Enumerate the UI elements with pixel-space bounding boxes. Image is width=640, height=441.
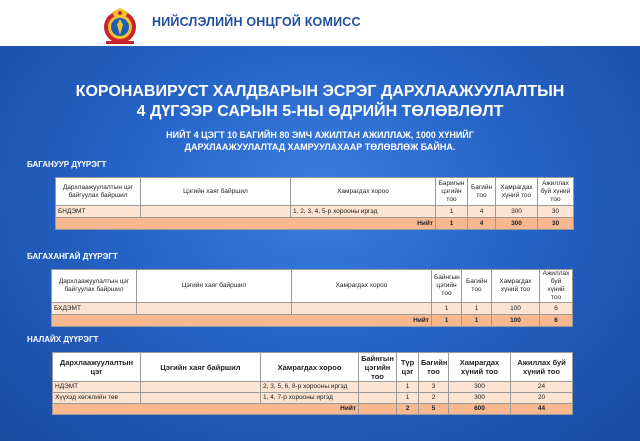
table-cell (137, 303, 292, 315)
table-row (56, 206, 574, 218)
table-cell: 1 (432, 315, 462, 327)
table-cell: БНДЭМТ (56, 206, 141, 218)
table-cell: 30 (538, 218, 574, 230)
table-cell (292, 303, 432, 315)
column-header: Дархлаажуулалтын цэг байгуулах байршил (52, 270, 137, 303)
column-header: Хамрагдах хүний тоо (449, 353, 511, 382)
column-header: Багийн тоо (462, 270, 492, 303)
table-cell: 600 (449, 404, 511, 415)
table-cell: 44 (511, 404, 573, 415)
table-cell: 2 (419, 393, 449, 404)
table-cell (359, 382, 397, 393)
table-cell: 1 (436, 206, 468, 218)
table-row (53, 382, 573, 393)
table-cell: 3 (419, 382, 449, 393)
district-heading-baganuur: БАГАНУУР ДҮҮРЭГТ (27, 160, 107, 169)
header-bar (0, 0, 640, 46)
table-cell (141, 206, 291, 218)
table-cell: 1 (397, 382, 419, 393)
table-cell: 1 (432, 303, 462, 315)
table-cell: 300 (449, 382, 511, 393)
table-cell: 300 (496, 206, 538, 218)
table-header-row (53, 353, 573, 382)
column-header: Хамрагдах хүний тоо (492, 270, 540, 303)
table-row (52, 303, 573, 315)
total-label: Нийт (53, 404, 359, 415)
column-header: Цэгийн хаяг байршил (141, 353, 261, 382)
column-header: Ажиллах буй хүний тоо (540, 270, 573, 303)
column-header: Дархлаажуулалтын цэг (53, 353, 141, 382)
table-header-row (52, 270, 573, 303)
table-total-row (52, 315, 573, 327)
column-header: Дархлаажуулалтын цэг байгуулах байршил (56, 178, 141, 206)
table-cell: 2, 3, 5, 6, 8-р хорооны иргэд (261, 382, 359, 393)
slide-body (0, 46, 640, 441)
table-total-row (56, 218, 574, 230)
column-header: Цэгийн хаяг байршил (141, 178, 291, 206)
column-header: Хамрагдах хороо (261, 353, 359, 382)
column-header: Түр цэг (397, 353, 419, 382)
table-cell: 2 (397, 404, 419, 415)
table-cell (359, 393, 397, 404)
table-cell: 6 (540, 315, 573, 327)
table-cell: 6 (540, 303, 573, 315)
table-cell: 1, 2, 3, 4, 5-р хорооны иргэд (291, 206, 436, 218)
table-cell: БХДЭМТ (52, 303, 137, 315)
subtitle-line-2: ДАРХЛААЖУУЛАЛТАД ХАМРУУЛАХААР ТӨЛӨВЛӨЖ БАЙНА. (184, 142, 456, 152)
table-cell: 4 (468, 218, 496, 230)
column-header: Багийн тоо (419, 353, 449, 382)
column-header: Хамрагдах хороо (292, 270, 432, 303)
plan-table-nalaikh (52, 352, 573, 415)
district-heading-bagakhangai: БАГАХАНГАЙ ДҮҮРЭГТ (27, 252, 118, 261)
table-cell: 1 (462, 315, 492, 327)
title-line-1: КОРОНАВИРУСТ ХАЛДВАРЫН ЭСРЭГ ДАРХЛААЖУУЛАЛТЫН (75, 83, 565, 100)
table-cell: 300 (496, 218, 538, 230)
plan-table-bagakhangai (51, 269, 573, 327)
column-header: Цэгийн хаяг байршил (137, 270, 292, 303)
org-name: НИЙСЛЭЛИЙН ОНЦГОЙ КОМИСС (152, 15, 361, 29)
table-cell: 300 (449, 393, 511, 404)
column-header: Байнгын цэгийн тоо (432, 270, 462, 303)
column-header: Ажиллах буй хүний тоо (511, 353, 573, 382)
table-cell: Хүүхэд хөгжлийн төв (53, 393, 141, 404)
column-header: Баригын цэгийн тоо (436, 178, 468, 206)
table-header-row (56, 178, 574, 206)
title-line-2: 4 ДҮГЭЭР САРЫН 5-НЫ ӨДРИЙН ТӨЛӨВЛӨЛТ (136, 103, 504, 120)
table-cell: НДЭМТ (53, 382, 141, 393)
table-cell: 100 (492, 303, 540, 315)
table-cell: 1 (436, 218, 468, 230)
soyombo-emblem-icon (100, 6, 140, 46)
table-cell: 5 (419, 404, 449, 415)
table-cell (141, 393, 261, 404)
table-cell: 1, 4, 7-р хорооны иргэд (261, 393, 359, 404)
table-total-row (53, 404, 573, 415)
column-header: Ажиллах буй хүний тоо (538, 178, 574, 206)
column-header: Хамрагдах хүний тоо (496, 178, 538, 206)
district-heading-nalaikh: НАЛАЙХ ДҮҮРЭГТ (27, 335, 99, 344)
table-cell: 100 (492, 315, 540, 327)
plan-table-baganuur (55, 177, 574, 230)
column-header: Байнгын цэгийн тоо (359, 353, 397, 382)
table-cell: 30 (538, 206, 574, 218)
table-cell: 1 (462, 303, 492, 315)
table-cell: 4 (468, 206, 496, 218)
total-label: Нийт (56, 218, 436, 230)
table-cell: 24 (511, 382, 573, 393)
page-subtitle (0, 129, 640, 153)
subtitle-line-1: НИЙТ 4 ЦЭГТ 10 БАГИЙН 80 ЭМЧ АЖИЛТАН АЖИЛЛАЖ, 1000 ХҮНИЙГ (166, 130, 474, 140)
total-label: Нийт (52, 315, 432, 327)
table-cell (141, 382, 261, 393)
column-header: Багийн тоо (468, 178, 496, 206)
table-cell: 20 (511, 393, 573, 404)
table-row (53, 393, 573, 404)
table-cell: 1 (397, 393, 419, 404)
table-cell (359, 404, 397, 415)
column-header: Хамрагдах хороо (291, 178, 436, 206)
page-title (0, 82, 640, 122)
